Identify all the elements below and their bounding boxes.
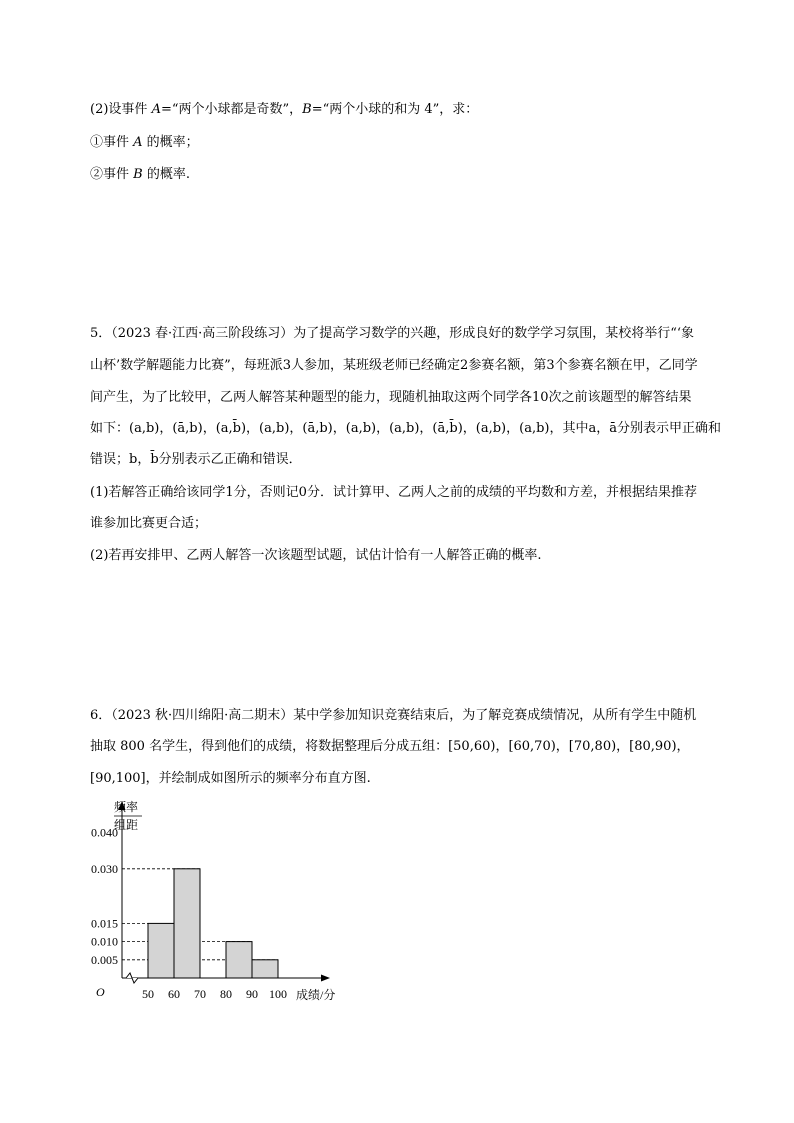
x-tick-label: 100	[269, 987, 287, 1001]
x-tick-label: 70	[194, 987, 206, 1001]
x-axis-label: 成绩/分	[296, 988, 336, 1002]
frequency-histogram	[70, 796, 360, 1006]
histogram-bar	[252, 960, 278, 978]
origin-label: O	[96, 985, 105, 999]
q5-line-1: 5．（2023 春·江西·高三阶段练习）为了提高学习数学的兴趣，形成良好的数学学习氛围，某校将举行“‘象	[90, 326, 695, 341]
q4-part2: (2)设事件 A=“两个小球都是奇数”，B=“两个小球的和为 4”，求：	[90, 102, 479, 117]
histogram-bar	[226, 942, 252, 978]
q5-line-4: 如下：(a,b)，(ā,b)，(a,b̄)，(a,b)，(ā,b)，(a,b)，(a,b)，(ā,b̄)，(a,b)，(a,b)，其中a，ā分别表示甲正确和	[90, 421, 721, 436]
y-tick-label: 0.005	[91, 952, 118, 967]
x-tick-label: 80	[220, 987, 232, 1001]
q6-line-1: 6．（2023 秋·四川绵阳·高二期末）某中学参加知识竞赛结束后，为了解竞赛成绩情况，从所有学生中随机	[90, 708, 697, 723]
x-tick-label: 50	[142, 987, 154, 1001]
histogram-bar	[174, 869, 200, 978]
y-tick-label: 0.010	[91, 934, 118, 949]
y-tick-label: 0.030	[91, 861, 118, 876]
q5-line-2: 山杯’数学解题能力比赛”，每班派3人参加，某班级老师已经确定2参赛名额，第3个参赛名额在甲，乙同学	[90, 358, 698, 373]
q4-item1: ①事件 A 的概率；	[90, 135, 199, 150]
q5-line-6: (1)若解答正确给该同学1分，否则记0分．试计算甲、乙两人之前的成绩的平均数和方差，并根据结果推荐	[90, 485, 697, 500]
q5-line-7: 谁参加比赛更合适；	[90, 516, 208, 531]
q4-item2: ②事件 B 的概率.	[90, 167, 190, 182]
y-label-bottom: 组距	[114, 818, 139, 832]
y-tick-label: 0.015	[91, 916, 118, 931]
q5-line-5: 错误；b，b̄分别表示乙正确和错误．	[90, 452, 302, 467]
var-B: B	[302, 102, 312, 117]
x-tick-label: 90	[246, 987, 258, 1001]
x-tick-label: 60	[168, 987, 180, 1001]
var-A: A	[151, 102, 161, 117]
x-axis-arrow	[321, 975, 330, 982]
q5-line-3: 间产生，为了比较甲，乙两人解答某种题型的能力，现随机抽取这两个同学各10次之前该题型的解答结果	[90, 390, 692, 405]
y-tick-label: 0.040	[91, 825, 118, 840]
q6-line-3: [90,100]，并绘制成如图所示的频率分布直方图.	[90, 771, 371, 786]
y-label-top: 频率	[114, 800, 139, 814]
axis-break-icon	[126, 973, 138, 983]
q6-line-2: 抽取 800 名学生，得到他们的成绩，将数据整理后分成五组：[50,60)，[60,70)，[70,80)，[80,90)，	[90, 739, 690, 754]
histogram-bar	[148, 923, 174, 978]
q5-line-8: (2)若再安排甲、乙两人解答一次该题型试题，试估计恰有一人解答正确的概率.	[90, 548, 542, 563]
